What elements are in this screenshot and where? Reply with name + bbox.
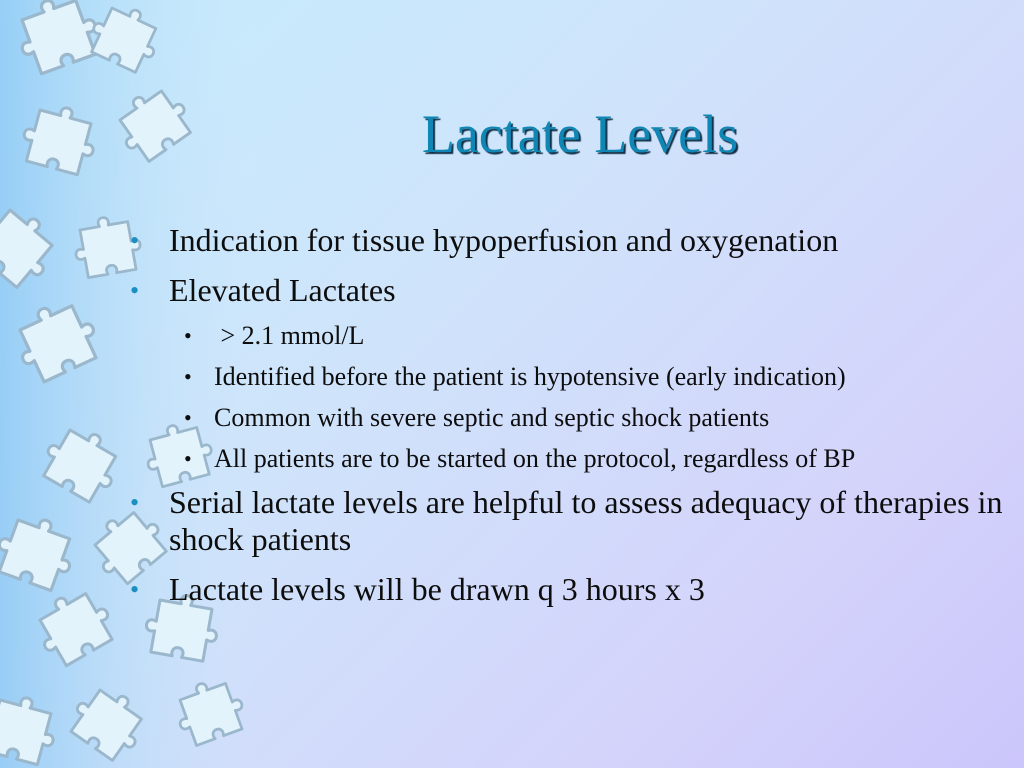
sub-bullet-text: All patients are to be started on the protocol, regardless of BP [214, 444, 856, 473]
bullet-item [128, 484, 1008, 558]
bullet-item [128, 571, 1008, 608]
sub-bullet-text: > 2.1 mmol/L [214, 321, 365, 350]
sub-bullet-dot: • [184, 323, 192, 348]
sub-bullet-item [128, 320, 1008, 351]
sub-bullet-list [128, 320, 1008, 474]
sub-bullet-dot: • [184, 364, 192, 389]
bullet-text: Indication for tissue hypoperfusion and oxygenation [169, 222, 839, 258]
bullet-dot: • [130, 226, 140, 255]
sub-bullet-text: Identified before the patient is hypotensive (early indication) [214, 362, 846, 391]
bullet-text: Serial lactate levels are helpful to assess adequacy of therapies in shock patients [169, 484, 1003, 557]
bullet-dot: • [130, 488, 140, 517]
sub-bullet-item [128, 443, 1008, 474]
sub-bullet-item [128, 361, 1008, 392]
slide-title: Lactate Levels [421, 104, 739, 164]
sub-bullet-dot: • [184, 446, 192, 471]
bullet-text: Elevated Lactates [169, 272, 396, 308]
bullet-dot: • [130, 575, 140, 604]
bullet-text: Lactate levels will be drawn q 3 hours x 3 [169, 571, 705, 607]
sub-bullet-item [128, 402, 1008, 433]
sub-bullet-dot: • [184, 405, 192, 430]
bullet-item [128, 222, 1008, 259]
bullet-dot: • [130, 276, 140, 305]
sub-bullet-text: Common with severe septic and septic shock patients [214, 403, 770, 432]
slide-body [128, 222, 1008, 621]
bullet-item [128, 272, 1008, 309]
